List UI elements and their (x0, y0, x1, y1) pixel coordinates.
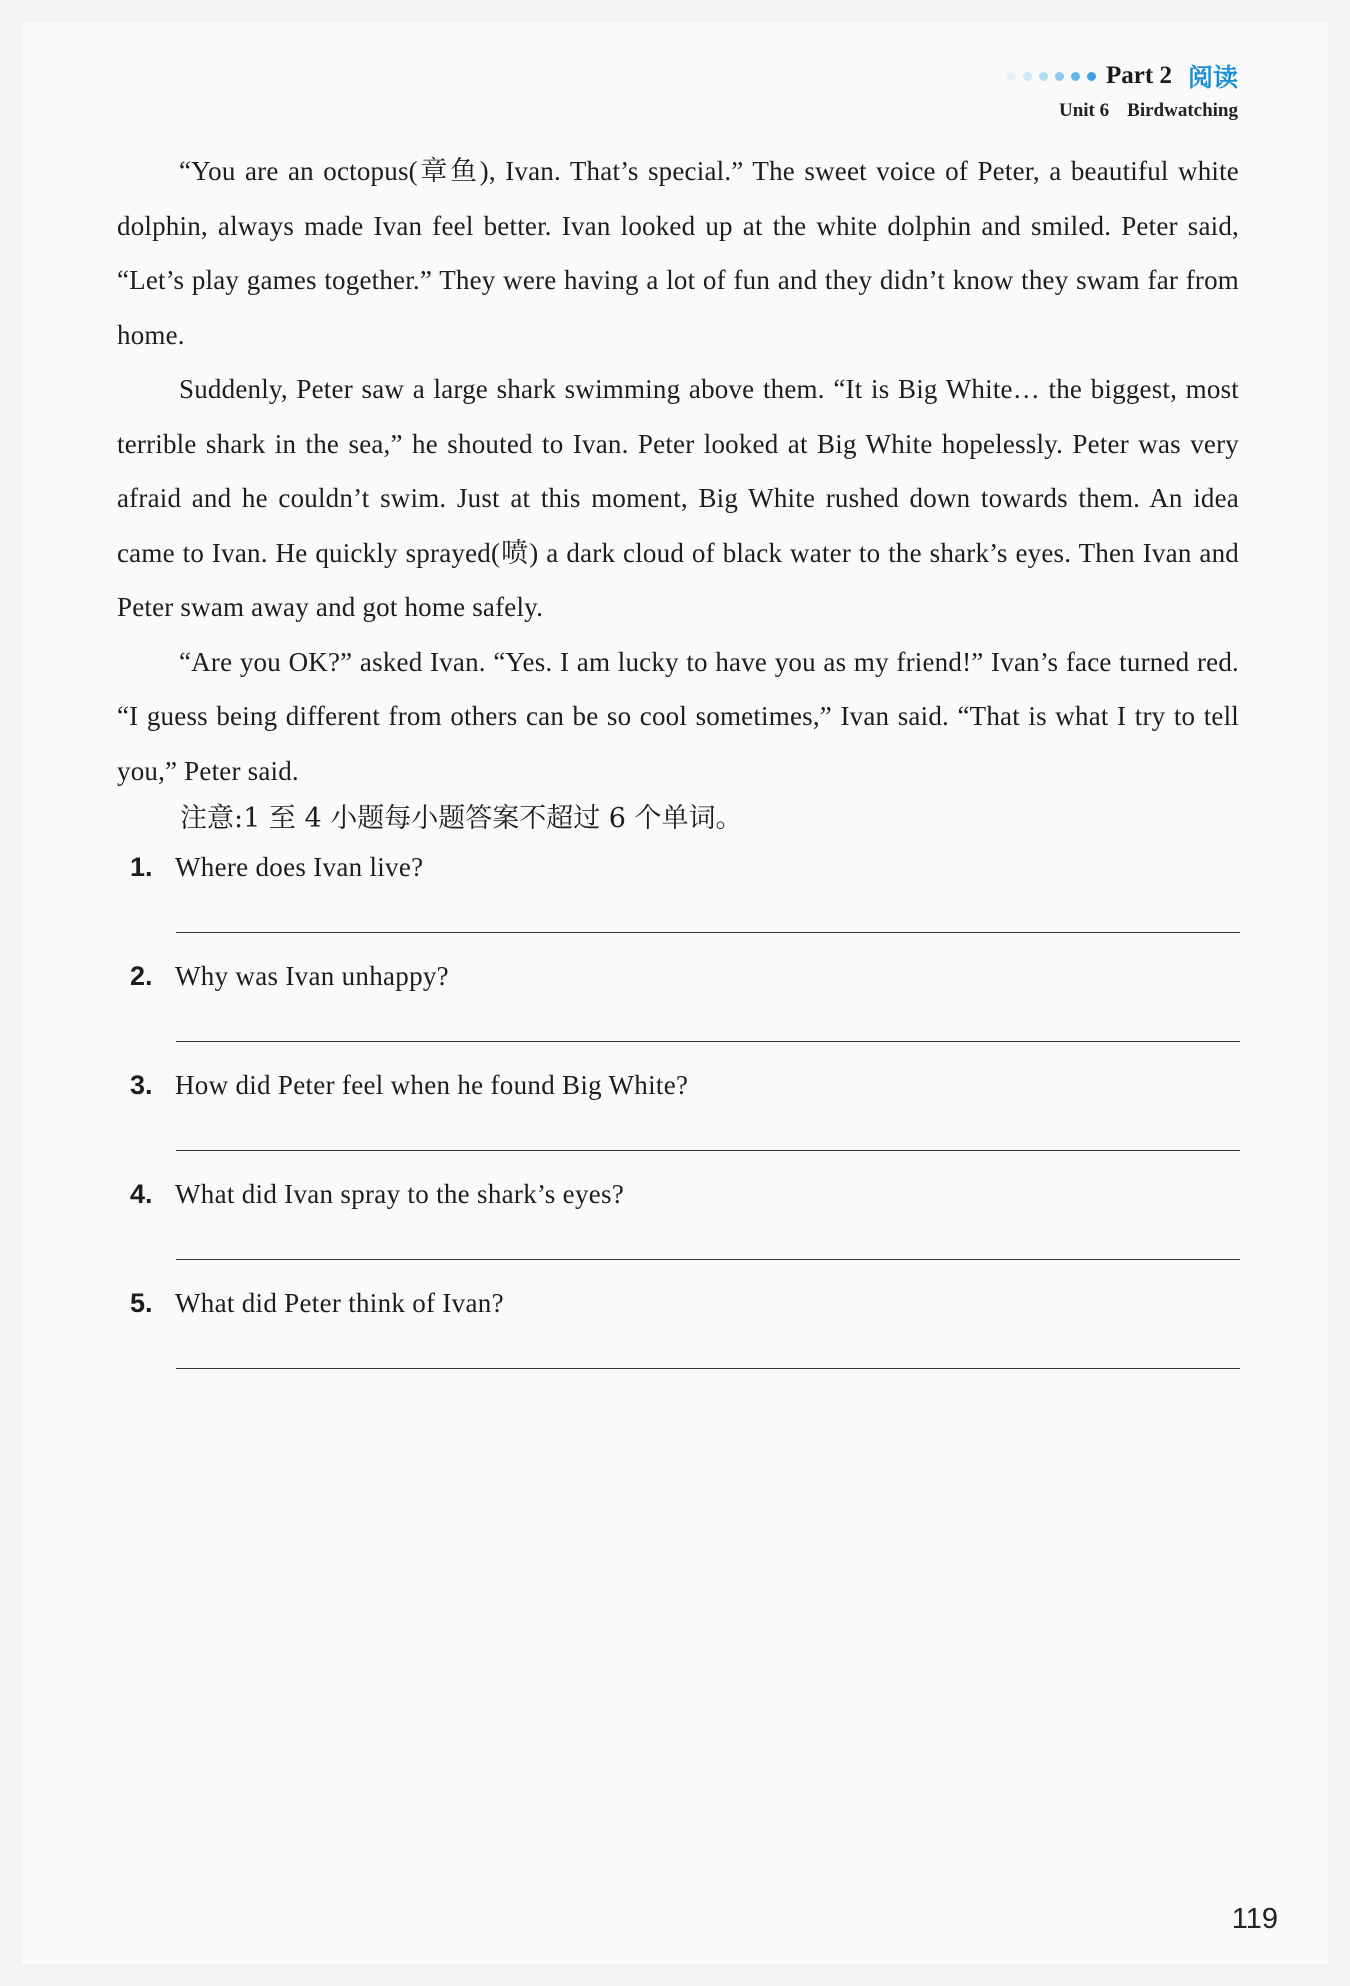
question-text: What did Peter think of Ivan? (175, 1288, 504, 1318)
question-text: How did Peter feel when he found Big White? (175, 1070, 689, 1100)
question-item (130, 1288, 1240, 1397)
unit-label: Unit 6 (1058, 100, 1110, 121)
reading-passage (117, 144, 1239, 798)
question-item (130, 852, 1240, 961)
answer-line[interactable] (176, 1041, 1240, 1042)
question-item (130, 961, 1240, 1070)
question-number: 4. (130, 1179, 153, 1209)
question-number: 2. (130, 961, 153, 991)
unit-line (1007, 100, 1238, 122)
answer-line[interactable] (176, 1150, 1240, 1151)
question-number: 1. (130, 852, 153, 882)
section-title: 阅读 (1187, 63, 1238, 92)
page-number: 119 (1231, 1903, 1278, 1935)
passage-paragraph: “You are an octopus(章鱼), Ivan. That’s special.” The sweet voice of Peter, a beautiful white dolphin, always made Ivan feel better. Ivan looked up at the white dolphin and smiled. Peter said, “Let’s play games together.” They were having a lot of fun and they didn’t know they swam far from home. (117, 156, 1239, 350)
answer-line[interactable] (176, 1259, 1240, 1260)
question-number: 5. (130, 1288, 153, 1318)
part-label: Part 2 (1106, 62, 1172, 89)
answer-line[interactable] (176, 932, 1240, 933)
dot-icon (1007, 72, 1016, 81)
passage-paragraph: Suddenly, Peter saw a large shark swimming above them. “It is Big White… the biggest, most terrible shark in the sea,” he shouted to Ivan. Peter looked at Big White hopelessly. Peter was very afraid and he couldn’t swim. Just at this moment, Big White rushed down towards them. An idea came to Ivan. He quickly sprayed(喷) a dark cloud of black water to the shark’s eyes. Then Ivan and Peter swam away and got home safely. (117, 374, 1239, 622)
page-header (1007, 58, 1238, 122)
decorative-dots-icon (1007, 72, 1096, 81)
question-text: Why was Ivan unhappy? (175, 961, 449, 991)
question-text: What did Ivan spray to the shark’s eyes? (175, 1179, 625, 1209)
question-text: Where does Ivan live? (175, 852, 424, 882)
dot-icon (1023, 72, 1032, 81)
dot-icon (1039, 72, 1048, 81)
question-number: 3. (130, 1070, 153, 1100)
answer-note: 注意:1 至 4 小题每小题答案不超过 6 个单词。 (180, 803, 743, 834)
dot-icon (1055, 72, 1064, 81)
unit-title: Birdwatching (1127, 100, 1238, 121)
dot-icon (1087, 72, 1096, 81)
dot-icon (1071, 72, 1080, 81)
question-item (130, 1070, 1240, 1179)
header-part-line (1007, 58, 1238, 94)
answer-line[interactable] (176, 1368, 1240, 1369)
question-item (130, 1179, 1240, 1288)
passage-paragraph: “Are you OK?” asked Ivan. “Yes. I am lucky to have you as my friend!” Ivan’s face turned red. “I guess being different from others can be so cool sometimes,” Ivan said. “That is what I try to tell you,” Peter said. (117, 646, 1239, 786)
question-list (130, 852, 1240, 1397)
